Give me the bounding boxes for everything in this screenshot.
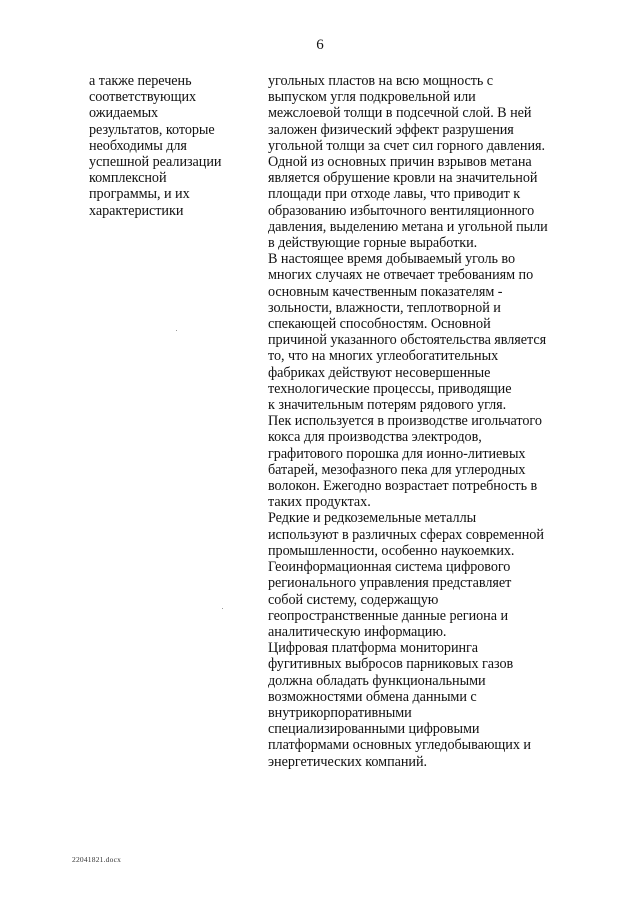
scan-speck bbox=[176, 330, 177, 331]
right-column bbox=[268, 73, 588, 770]
right-column-line: таких продуктах. bbox=[268, 494, 371, 511]
right-column-line: энергетических компаний. bbox=[268, 753, 427, 770]
scan-speck bbox=[222, 608, 223, 609]
right-column-line: образованию избыточного вентиляционного bbox=[268, 202, 535, 219]
left-column-line: характеристики bbox=[89, 202, 184, 219]
right-column-line: к значительным потерям рядового угля. bbox=[268, 397, 507, 414]
left-column-line: результатов, которые bbox=[89, 121, 215, 138]
right-column-line: волокон. Ежегодно возрастает потребность в bbox=[268, 478, 538, 495]
right-column-line: угольных пластов на всю мощность с bbox=[268, 73, 494, 89]
right-column-line: кокса для производства электродов, bbox=[268, 429, 482, 446]
file-name-footer: 22041821.docx bbox=[72, 855, 122, 864]
right-column-line: выпуском угля подкровельной или bbox=[268, 89, 476, 106]
right-column-line: должна обладать функциональными bbox=[268, 672, 486, 689]
right-column-line: Цифровая платформа мониторинга bbox=[268, 640, 479, 657]
left-column-line: а также перечень bbox=[89, 73, 192, 89]
right-column-line: площади при отходе лавы, что приводит к bbox=[268, 186, 521, 203]
left-column-line: необходимы для bbox=[89, 137, 187, 154]
left-column bbox=[89, 73, 254, 219]
page-number: 6 bbox=[316, 37, 324, 53]
right-column-line: причиной указанного обстоятельства является bbox=[268, 332, 547, 349]
right-column-line: Геоинформационная система цифрового bbox=[268, 559, 511, 576]
right-column-line: фабриках действуют несовершенные bbox=[268, 364, 491, 381]
right-column-line: заложен физический эффект разрушения bbox=[268, 121, 514, 138]
left-column-line: успешной реализации bbox=[89, 154, 222, 171]
right-column-line: батарей, мезофазного пека для углеродных bbox=[268, 461, 526, 478]
right-column-line: внутрикорпоративными bbox=[268, 704, 412, 721]
right-column-line: то, что на многих углеобогатительных bbox=[268, 348, 499, 365]
left-column-line: программы, и их bbox=[89, 186, 190, 203]
right-column-line: в действующие горные выработки. bbox=[268, 235, 478, 252]
right-column-line: Одной из основных причин взрывов метана bbox=[268, 154, 532, 171]
right-column-line: промышленности, особенно наукоемких. bbox=[268, 542, 515, 559]
right-column-line: давления, выделению метана и угольной пыли bbox=[268, 218, 548, 235]
right-column-line: собой систему, содержащую bbox=[268, 591, 439, 608]
right-column-line: В настоящее время добываемый уголь во bbox=[268, 251, 515, 268]
right-column-line: Пек используется в производстве игольчатого bbox=[268, 413, 542, 430]
left-column-line: комплексной bbox=[89, 170, 167, 187]
right-column-line: угольной толщи за счет сил горного давления. bbox=[268, 137, 545, 154]
right-column-line: основным качественным показателям - bbox=[268, 283, 503, 300]
left-column-line: ожидаемых bbox=[89, 105, 159, 122]
right-column-line: спекающей способностям. Основной bbox=[268, 316, 491, 333]
right-column-line: Редкие и редкоземельные металлы bbox=[268, 510, 477, 527]
right-column-line: фугитивных выбросов парниковых газов bbox=[268, 656, 514, 673]
right-column-line: графитового порошка для ионно-литиевых bbox=[268, 445, 526, 462]
right-column-line: специализированными цифровыми bbox=[268, 721, 480, 738]
right-column-line: возможностями обмена данными с bbox=[268, 688, 477, 705]
right-column-line: платформами основных угледобывающих и bbox=[268, 737, 531, 754]
left-column-line: соответствующих bbox=[89, 89, 197, 106]
right-column-line: многих случаях не отвечает требованиям по bbox=[268, 267, 534, 284]
right-column-line: используют в различных сферах современной bbox=[268, 526, 544, 543]
right-column-line: регионального управления представляет bbox=[268, 575, 512, 592]
right-column-line: геопространственные данные региона и bbox=[268, 607, 508, 624]
right-column-line: межслоевой толщи в подсечной слой. В ней bbox=[268, 105, 532, 122]
right-column-line: аналитическую информацию. bbox=[268, 623, 447, 640]
right-column-line: технологические процессы, приводящие bbox=[268, 380, 512, 397]
right-column-line: зольности, влажности, теплотворной и bbox=[268, 299, 501, 316]
right-column-line: является обрушение кровли на значительной bbox=[268, 170, 538, 187]
